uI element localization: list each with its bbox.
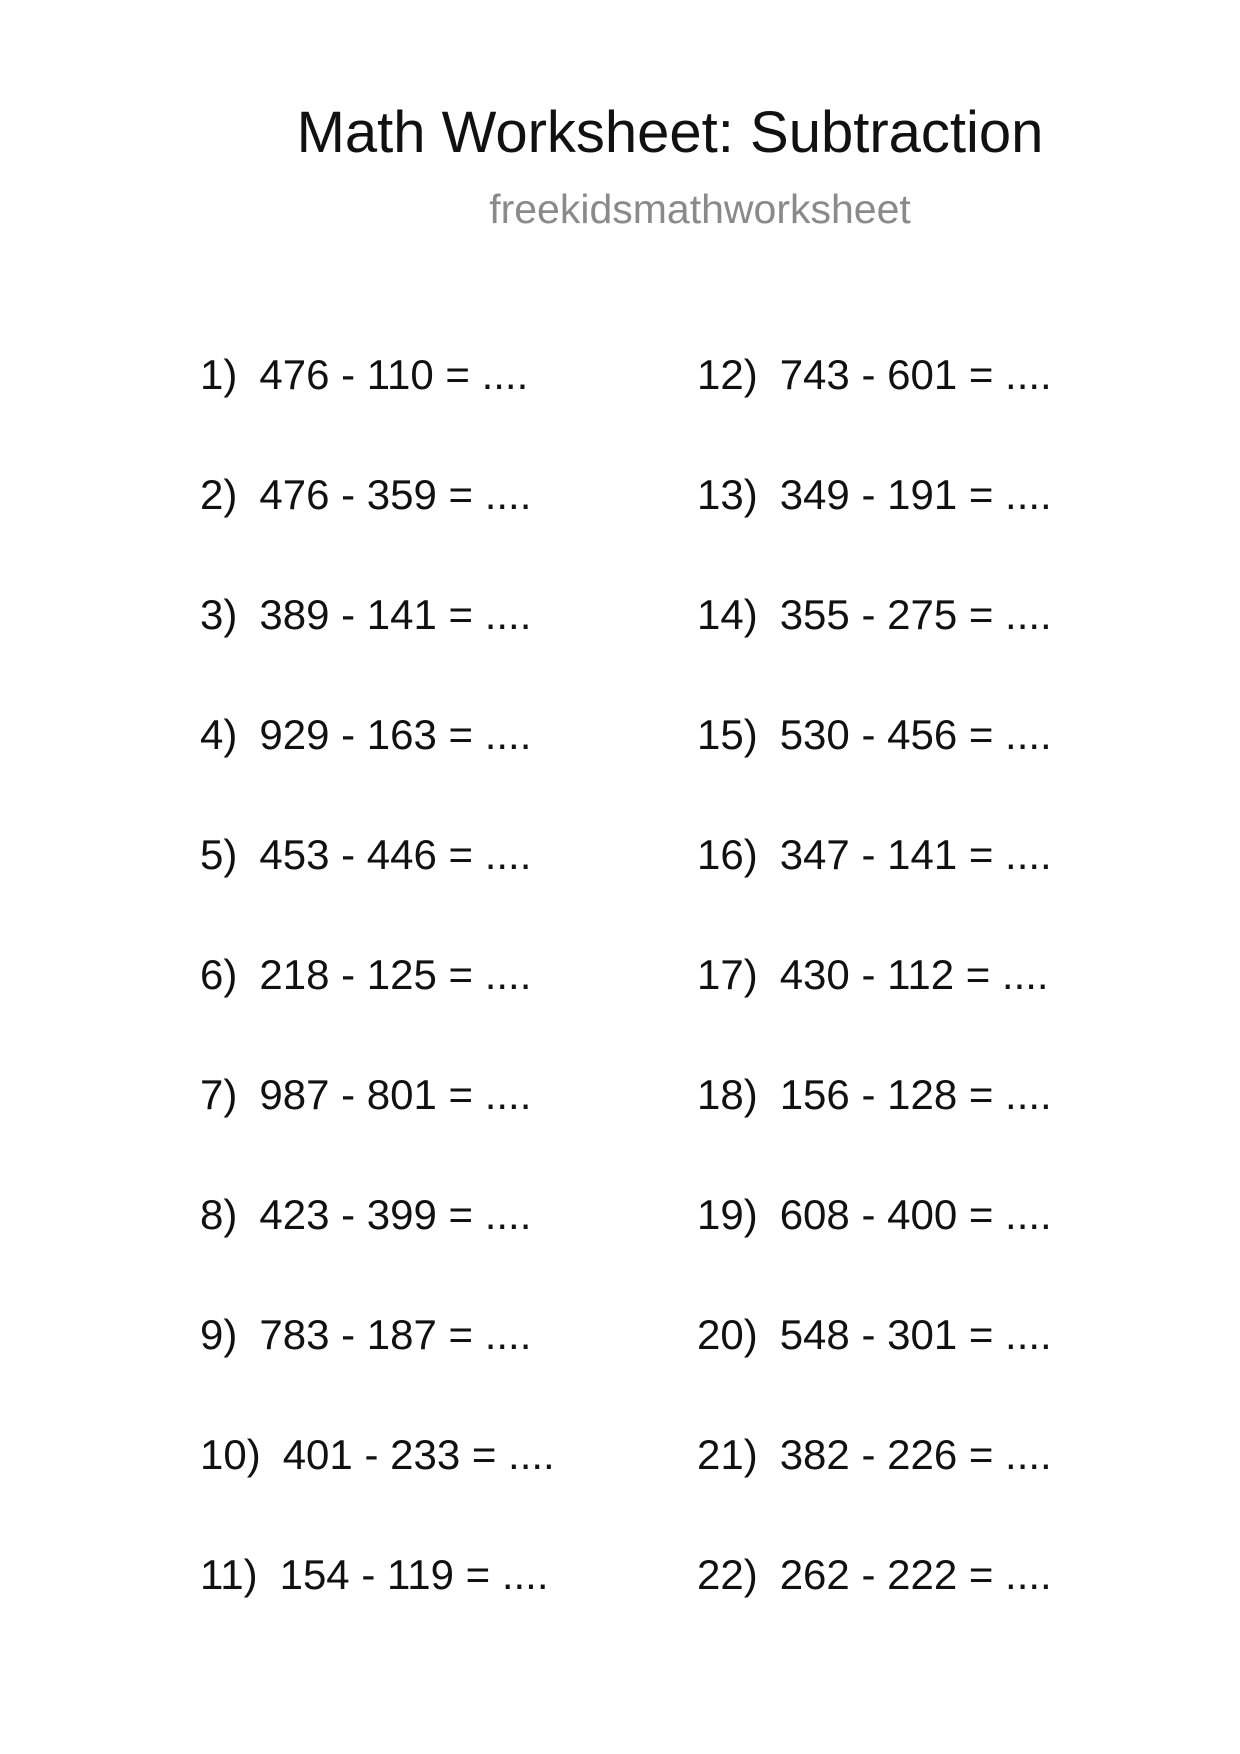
problem-item [697, 350, 1052, 470]
problem-expression: 929 - 163 = .... [259, 711, 532, 758]
problem-item [200, 1070, 555, 1190]
problem-number: 21) [697, 1431, 758, 1478]
problem-number: 9) [200, 1311, 238, 1358]
problem-expression: 453 - 446 = .... [259, 831, 532, 878]
problem-item [200, 350, 555, 470]
problem-item [200, 1550, 555, 1670]
problem-number: 5) [200, 831, 238, 878]
problem-expression: 608 - 400 = .... [779, 1191, 1052, 1238]
problem-number: 12) [697, 351, 758, 398]
problem-expression: 430 - 112 = .... [779, 951, 1049, 998]
problem-item [200, 1190, 555, 1310]
problem-number: 15) [697, 711, 758, 758]
problem-expression: 156 - 128 = .... [779, 1071, 1052, 1118]
problem-item [200, 950, 555, 1070]
problem-expression: 262 - 222 = .... [779, 1551, 1052, 1598]
problem-item [697, 590, 1052, 710]
problem-item [200, 1430, 555, 1550]
problem-item [200, 1310, 555, 1430]
problem-expression: 476 - 359 = .... [259, 471, 532, 518]
problem-number: 13) [697, 471, 758, 518]
problem-item [200, 830, 555, 950]
problem-number: 20) [697, 1311, 758, 1358]
problem-number: 8) [200, 1191, 238, 1238]
problem-item [697, 1070, 1052, 1190]
problem-item [697, 830, 1052, 950]
problem-number: 6) [200, 951, 238, 998]
problem-expression: 530 - 456 = .... [779, 711, 1052, 758]
problem-item [697, 950, 1052, 1070]
problem-expression: 401 - 233 = .... [282, 1431, 555, 1478]
problem-expression: 423 - 399 = .... [259, 1191, 532, 1238]
problem-item [200, 590, 555, 710]
problem-number: 1) [200, 351, 238, 398]
problem-expression: 355 - 275 = .... [779, 591, 1052, 638]
problem-number: 3) [200, 591, 238, 638]
problem-number: 2) [200, 471, 238, 518]
problem-column-right [697, 350, 1052, 1670]
problem-number: 7) [200, 1071, 238, 1118]
problem-expression: 389 - 141 = .... [259, 591, 532, 638]
problem-expression: 382 - 226 = .... [779, 1431, 1052, 1478]
problem-number: 11) [200, 1551, 258, 1598]
problem-expression: 743 - 601 = .... [779, 351, 1052, 398]
problem-item [200, 710, 555, 830]
problem-item [697, 1430, 1052, 1550]
problem-number: 10) [200, 1431, 261, 1478]
problem-expression: 476 - 110 = .... [259, 351, 529, 398]
problem-expression: 347 - 141 = .... [779, 831, 1052, 878]
worksheet-title: Math Worksheet: Subtraction [296, 100, 1044, 165]
problem-item [697, 470, 1052, 590]
problem-expression: 154 - 119 = .... [279, 1551, 549, 1598]
problem-number: 22) [697, 1551, 758, 1598]
problem-expression: 987 - 801 = .... [259, 1071, 532, 1118]
problem-item [697, 1190, 1052, 1310]
problem-expression: 218 - 125 = .... [259, 951, 532, 998]
problem-expression: 349 - 191 = .... [779, 471, 1052, 518]
problem-item [200, 470, 555, 590]
problem-number: 19) [697, 1191, 758, 1238]
problem-number: 4) [200, 711, 238, 758]
problem-number: 16) [697, 831, 758, 878]
problem-item [697, 710, 1052, 830]
problem-number: 14) [697, 591, 758, 638]
worksheet-subtitle: freekidsmathworksheet [489, 186, 911, 232]
problem-expression: 548 - 301 = .... [779, 1311, 1052, 1358]
problem-expression: 783 - 187 = .... [259, 1311, 532, 1358]
problem-item [697, 1550, 1052, 1670]
problem-number: 18) [697, 1071, 758, 1118]
problem-column-left [200, 350, 555, 1670]
problem-number: 17) [697, 951, 758, 998]
problem-item [697, 1310, 1052, 1430]
